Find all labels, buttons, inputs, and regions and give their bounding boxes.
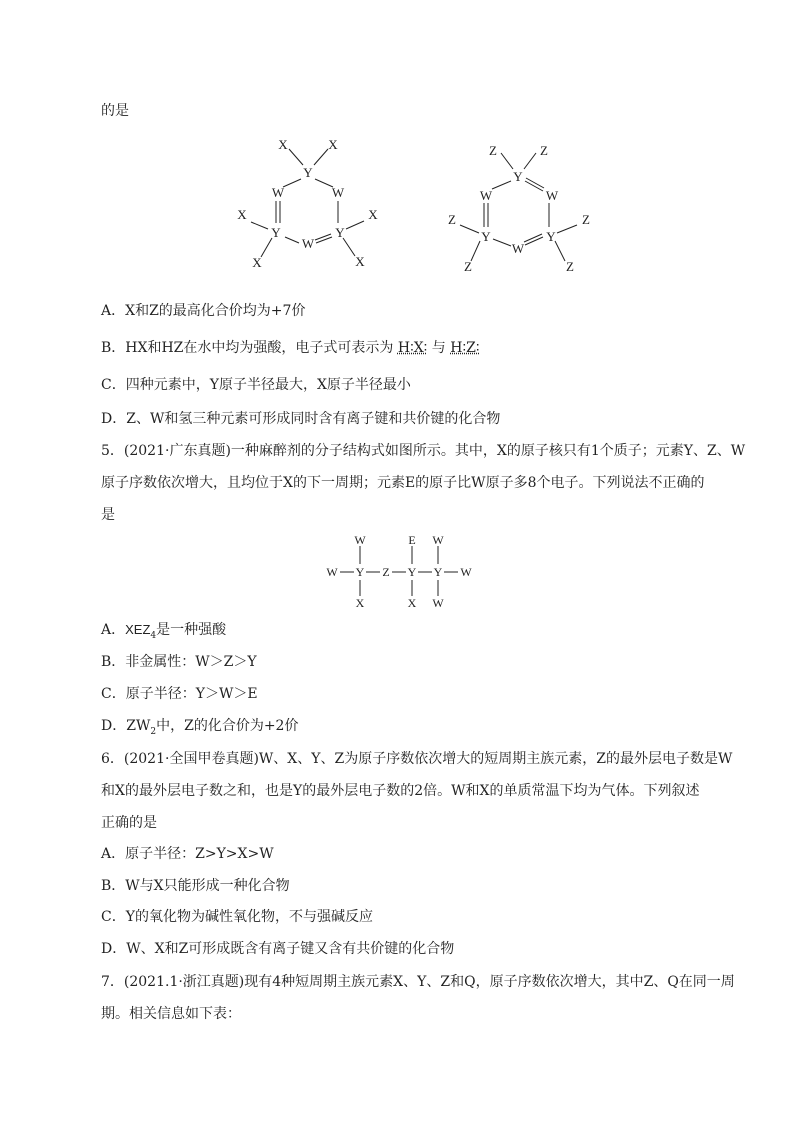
- electron-formula: H∶X∶: [397, 340, 428, 356]
- question-7-stem: 7．(2021.1·浙江真题)现有4种短周期主族元素X、Y、Z和Q，原子序数依次增大，其中Z、Q在同一周: [101, 974, 735, 990]
- atom-label: Y: [271, 225, 281, 240]
- question-5-stem: 是: [101, 507, 115, 523]
- option-b: [101, 338, 479, 358]
- atom-label: Y: [481, 229, 491, 244]
- atom-label: W: [301, 236, 315, 251]
- atom-label: Y: [433, 565, 443, 579]
- atom-label: W: [432, 596, 444, 610]
- atom-label: X: [355, 254, 365, 269]
- question-6-stem: 正确的是: [101, 815, 157, 831]
- option-b: B．W与X只能形成一种化合物: [101, 878, 290, 894]
- molecule-structure-figure: [320, 534, 480, 610]
- question-5-stem: 原子序数依次增大，且均位于X的下一周期；元素E的原子比W原子多8个电子。下列说法不正确的: [101, 475, 705, 491]
- electron-formula: H∶Z∶: [450, 340, 480, 356]
- option-c: C．Y的氧化物为碱性氧化物，不与强碱反应: [101, 909, 373, 925]
- atom-label: W: [511, 241, 525, 256]
- question-5-stem: 5．(2021·广东真题)一种麻醉剂的分子结构式如图所示。其中，X的原子核只有1个质子；元素Y、Z、W: [101, 443, 746, 459]
- formula-subscript: 4: [150, 630, 157, 641]
- atom-label: E: [408, 534, 416, 547]
- atom-label: W: [479, 188, 493, 203]
- atom-label: Z: [540, 143, 548, 158]
- option-a: A．X和Z的最高化合价均为+7价: [101, 303, 306, 319]
- atom-label: Y: [335, 225, 345, 240]
- option-d: D．W、X和Z可形成既含有离子键又含有共价键的化合物: [101, 941, 455, 957]
- formula-subscript: 2: [150, 726, 157, 737]
- option-b-connector: 与: [431, 340, 446, 356]
- atom-label: W: [331, 185, 345, 200]
- atom-label: Y: [513, 169, 523, 184]
- chemical-formula: ZW: [126, 718, 151, 734]
- atom-label: X: [328, 137, 338, 152]
- question-6-stem: 6．(2021·全国甲卷真题)W、X、Y、Z为原子序数依次增大的短周期主族元素，Z的最外层电子数是W: [101, 751, 733, 767]
- option-label: D．: [101, 718, 127, 734]
- option-a: A．原子半径：Z>Y>X>W: [101, 846, 274, 862]
- atom-label: Z: [448, 212, 456, 227]
- atom-label: X: [252, 255, 262, 270]
- option-d-text: 中，Z的化合价为+2价: [156, 718, 299, 734]
- option-b: B．非金属性：W＞Z＞Y: [101, 654, 257, 670]
- atom-label: Z: [382, 565, 390, 579]
- atom-label: X: [407, 596, 417, 610]
- atom-label: X: [278, 137, 288, 152]
- atom-label: W: [326, 565, 338, 579]
- option-d: D．Z、W和氢三种元素可形成同时含有离子键和共价键的化合物: [101, 411, 501, 427]
- chemical-formula: XEZ: [125, 622, 151, 637]
- option-label: A．: [101, 622, 126, 638]
- atom-label: X: [237, 207, 247, 222]
- option-a: [101, 620, 226, 646]
- atom-label: Y: [407, 565, 417, 579]
- option-c: C．原子半径：Y＞W＞E: [101, 686, 258, 702]
- question-text: 的是: [101, 103, 129, 119]
- atom-label: Z: [464, 259, 472, 274]
- atom-label: W: [432, 534, 444, 547]
- atom-label: Z: [489, 143, 497, 158]
- atom-label: X: [368, 207, 378, 222]
- atom-label: Z: [582, 212, 590, 227]
- atom-label: W: [354, 534, 366, 547]
- atom-label: X: [355, 596, 365, 610]
- question-7-stem: 期。相关信息如下表：: [101, 1006, 241, 1022]
- atom-label: Z: [566, 259, 574, 274]
- option-a-text: 是一种强酸: [156, 622, 227, 638]
- atom-label: W: [545, 188, 559, 203]
- atom-label: Y: [546, 229, 556, 244]
- option-d: [101, 716, 298, 742]
- option-c: C．四种元素中，Y原子半径最大，X原子半径最小: [101, 377, 411, 393]
- atom-label: W: [460, 565, 472, 579]
- atom-label: W: [271, 185, 285, 200]
- ring-structures-figure: [225, 135, 605, 275]
- atom-label: Y: [303, 165, 313, 180]
- option-b-text: B．HX和HZ在水中均为强酸，电子式可表示为: [101, 340, 394, 356]
- question-6-stem: 和X的最外层电子数之和，也是Y的最外层电子数的2倍。W和X的单质常温下均为气体。下列叙述: [101, 783, 700, 799]
- atom-label: Y: [355, 565, 365, 579]
